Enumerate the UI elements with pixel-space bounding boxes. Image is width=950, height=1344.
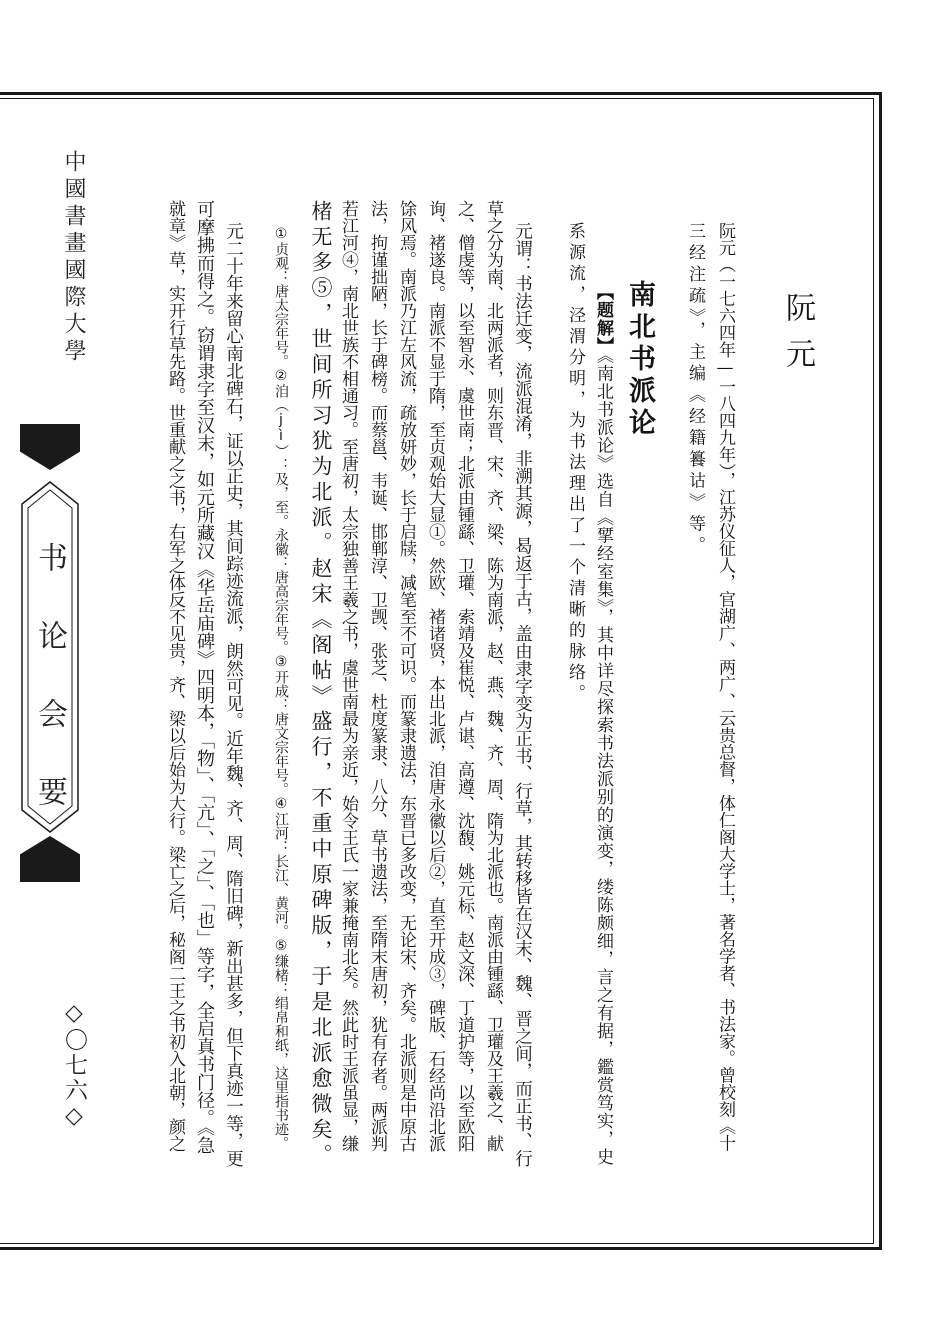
paragraph1-line-5: 馀风焉。南派乃江左风流，疏放妍妙，长于启牍，减笔至不可识。而篆隶遗法，东晋已多改变，无论宋、齐矣。北派则是中原古 [396,200,416,1152]
author-bio-line-1: 阮元（一七六四年—一八四九年），江苏仪征人，官湖广、两广、云贵总督，体仁阁大学士，著名学者、书法家。曾校刻《十 [715,222,735,1152]
paragraph2-line-1: 元二十年来留心南北碑石，证以正史，其间踪迹流派，朗然可见。近年魏、齐、周、隋旧碑，新出甚多，但下真迹一等，更 [223,222,244,1167]
paragraph1-line-1: 元谓：书法迁变，流派混淆，非溯其源，曷返于古，盖由隶字变为正书、行草，其转移皆在汉末、魏、晋之间，而正书、行 [512,222,533,1167]
paragraph1-line-8: 楮无多⑤，世间所习犹为北派。赵宋《阁帖》盛行，不重中原碑版，于是北派愈微矣。 [309,200,333,1169]
footnotes: ①贞观：唐太宗年号。②洎（jì）：及，至。永徽：唐高宗年号。③开成：唐文宗年号。④江河：长江、黄河。⑤缣楮：绢帛和纸，这里指书迹。 [273,226,289,1150]
publisher-label: 中國書畫國際大學 [61,150,86,366]
essay-title: 南北书派论 [624,280,655,440]
author-bio-line-2: 三经注疏》，主编《经籍籑诂》等。 [685,222,705,558]
author-name: 阮元 [780,292,815,384]
essay-note-line-2: 系源流，泾渭分明，为书法理出了一个清晰的脉络。 [565,222,585,705]
paragraph2-line-2: 可摩拂而得之。窃谓隶字至汉末，如元所藏汉《华岳庙碑》四明本，「物」、「亢」、「之」、「也」等字，全启真书门径。《急 [194,200,215,1154]
page-number: ◇〇七六◇ [61,1000,87,1131]
paragraph1-line-7: 若江河④，南北世族不相通习。至唐初，太宗独善王羲之书，虞世南最为亲近，始令王氏一家兼掩南北矣。然此时王派虽显，缣 [338,200,358,1152]
paragraph1-line-6: 法，拘谨拙陋，长于碑榜。而蔡邕、韦诞、邯郸淳、卫觊、张芝、杜度篆隶、八分、草书遗法，至隋末唐初，犹有存者。两派判 [367,200,387,1152]
essay-note-line-1 [594,283,611,1166]
paragraph1-line-4: 询、褚遂良。南派不显于隋，至贞观始大显①。然欧、褚诸贤，本出北派，洎唐永徽以后②，直至开成③，碑版、石经尚沿北派 [425,200,445,1152]
note-label: 【题解】 [593,283,613,355]
note-text-1: 《南北书派论》选自《揅经室集》，其中详尽探索书法派别的演变，缕陈颇细，言之有据，鑑赏笃实，史 [593,355,613,1166]
paragraph1-line-2: 草之分为南、北两派者，则东晋、宋、齐、梁、陈为南派，赵、燕、魏、齐、周、隋为北派也。南派由锺繇、卫瓘及王羲之、献 [483,200,503,1152]
paragraph1-line-3: 之、僧虔等，以至智永、虞世南；北派由锺繇、卫瓘、索靖及崔悦、卢谌、高遵、沈馥、姚元标、赵文深、丁道护等，以至欧阳 [454,200,474,1152]
paragraph2-line-3: 就章》草，实开行草先路。世重献之之书，右军之体反不见贵，齐、梁以后始为大行。梁亡之后，秘阁二王之书初入北朝，颜之 [165,200,185,1152]
section-title: 书论会要 [32,542,67,854]
